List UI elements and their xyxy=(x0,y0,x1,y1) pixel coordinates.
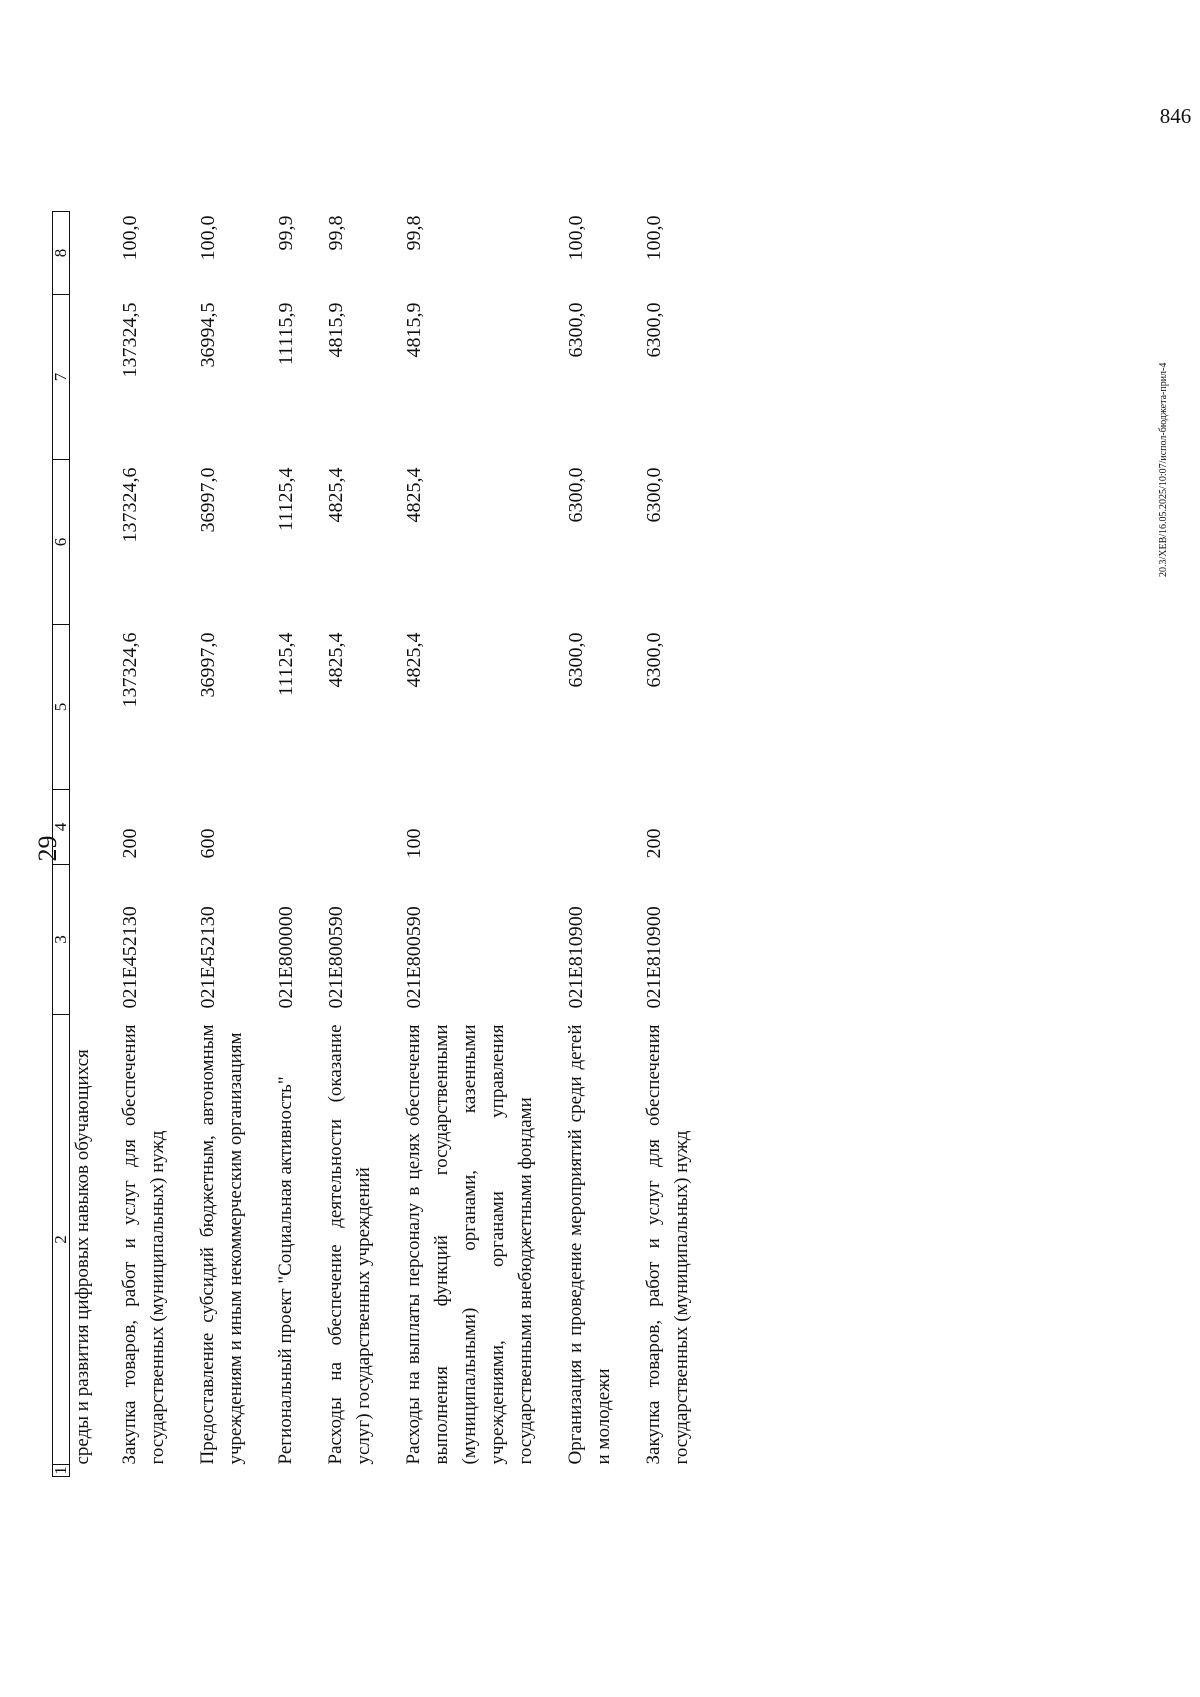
percent-cell: 100,0 xyxy=(119,215,141,261)
row-num-cell xyxy=(398,1465,560,1477)
value-col5-cell: 6300,0 xyxy=(565,632,587,688)
value-col5-cell: 36997,0 xyxy=(197,632,219,698)
value-col6-cell: 4825,4 xyxy=(325,467,347,523)
table-row xyxy=(638,212,716,1477)
expense-type-cell: 600 xyxy=(197,828,219,859)
expense-type-cell xyxy=(320,790,398,865)
value-col6-cell: 36997,0 xyxy=(197,467,219,533)
sheet-number: 846 xyxy=(1159,103,1192,128)
table-row xyxy=(560,212,638,1477)
value-col5-cell: 4825,4 xyxy=(325,632,347,688)
description-cell: Расходы на обеспечение деятельности (оказание услуг) государственных учреждений xyxy=(325,1024,374,1465)
row-num-cell xyxy=(270,1465,320,1477)
row-num-cell xyxy=(638,1465,716,1477)
value-col5-cell: 4825,4 xyxy=(403,632,425,688)
description-cell: среды и развития цифровых навыков обучающихся xyxy=(72,1049,93,1465)
code-cell xyxy=(70,865,115,1015)
expense-type-cell xyxy=(560,790,638,865)
value-col7-cell: 11115,9 xyxy=(275,302,297,366)
value-col6-cell: 6300,0 xyxy=(565,467,587,523)
header-col-8: 8 xyxy=(53,212,70,295)
percent-cell: 99,9 xyxy=(275,215,297,251)
value-col5-cell: 11125,4 xyxy=(275,632,297,697)
code-cell: 021Е452130 xyxy=(197,906,219,1009)
code-cell: 021Е800590 xyxy=(403,906,425,1009)
description-cell: Предоставление субсидий бюджетным, автономным учреждениям и иным некоммерческим организациям xyxy=(197,1024,246,1465)
expense-type-cell xyxy=(70,790,115,865)
table-row xyxy=(114,212,192,1477)
table-row xyxy=(70,212,115,1477)
value-col7-cell: 137324,5 xyxy=(119,302,141,378)
value-col7-cell: 6300,0 xyxy=(565,302,587,358)
description-cell: Региональный проект "Социальная активность" xyxy=(275,1076,296,1465)
value-col6-cell: 6300,0 xyxy=(643,467,665,523)
percent-cell: 100,0 xyxy=(197,215,219,261)
value-col5-cell xyxy=(70,625,115,790)
page-number: 29 xyxy=(33,835,62,862)
table-row xyxy=(192,212,270,1477)
row-num-cell xyxy=(70,1465,115,1477)
row-num-cell xyxy=(320,1465,398,1477)
description-cell: Закупка товаров, работ и услуг для обеспечения государственных (муниципальных) нужд xyxy=(643,1024,692,1465)
percent-cell: 100,0 xyxy=(643,215,665,261)
percent-cell: 99,8 xyxy=(403,215,425,251)
expense-type-cell: 200 xyxy=(119,828,141,859)
description-cell: Организация и проведение мероприятий среди детей и молодежи xyxy=(565,1024,614,1465)
header-col-1: 1 xyxy=(51,1466,70,1475)
value-col6-cell xyxy=(70,460,115,625)
percent-cell: 100,0 xyxy=(565,215,587,261)
code-cell: 021Е800590 xyxy=(325,906,347,1009)
table-row xyxy=(320,212,398,1477)
header-col-7: 7 xyxy=(53,295,70,460)
expense-type-cell xyxy=(270,790,320,865)
budget-table xyxy=(52,211,716,1477)
header-col-6: 6 xyxy=(53,460,70,625)
header-col-4: 4 xyxy=(53,790,70,865)
value-col6-cell: 11125,4 xyxy=(275,467,297,532)
percent-cell: 99,8 xyxy=(325,215,347,251)
row-num-cell xyxy=(560,1465,638,1477)
code-cell: 021Е810900 xyxy=(643,906,665,1009)
value-col7-cell: 36994,5 xyxy=(197,302,219,368)
value-col6-cell: 137324,6 xyxy=(119,467,141,543)
value-col7-cell: 4815,9 xyxy=(325,302,347,358)
description-cell: Расходы на выплаты персоналу в целях обеспечения выполнения функций государственными (муниципальными) органами, казенными учреждениями, органами управления государственными внебюджетными фондами xyxy=(403,1024,536,1465)
header-col-2: 2 xyxy=(53,1015,70,1465)
value-col7-cell xyxy=(70,295,115,460)
code-cell: 021Е452130 xyxy=(119,906,141,1009)
table-row xyxy=(270,212,320,1477)
value-col7-cell: 4815,9 xyxy=(403,302,425,358)
row-num-cell xyxy=(192,1465,270,1477)
value-col7-cell: 6300,0 xyxy=(643,302,665,358)
code-cell: 021Е800000 xyxy=(275,906,297,1009)
expense-type-cell: 200 xyxy=(643,828,665,859)
expense-type-cell: 100 xyxy=(403,828,425,859)
column-number-header xyxy=(53,212,70,1477)
footer-file-note: 20.3/ХЕВ/16.05.2025/10:07/испол-бюджета-прил-4 xyxy=(1158,362,1169,577)
value-col6-cell: 4825,4 xyxy=(403,467,425,523)
value-col5-cell: 6300,0 xyxy=(643,632,665,688)
header-col-5: 5 xyxy=(53,625,70,790)
value-col5-cell: 137324,6 xyxy=(119,632,141,708)
table-row xyxy=(398,212,560,1477)
header-col-3: 3 xyxy=(53,865,70,1015)
percent-cell xyxy=(70,212,115,295)
row-num-cell xyxy=(114,1465,192,1477)
code-cell: 021Е810900 xyxy=(565,906,587,1009)
description-cell: Закупка товаров, работ и услуг для обеспечения государственных (муниципальных) нужд xyxy=(119,1024,168,1465)
